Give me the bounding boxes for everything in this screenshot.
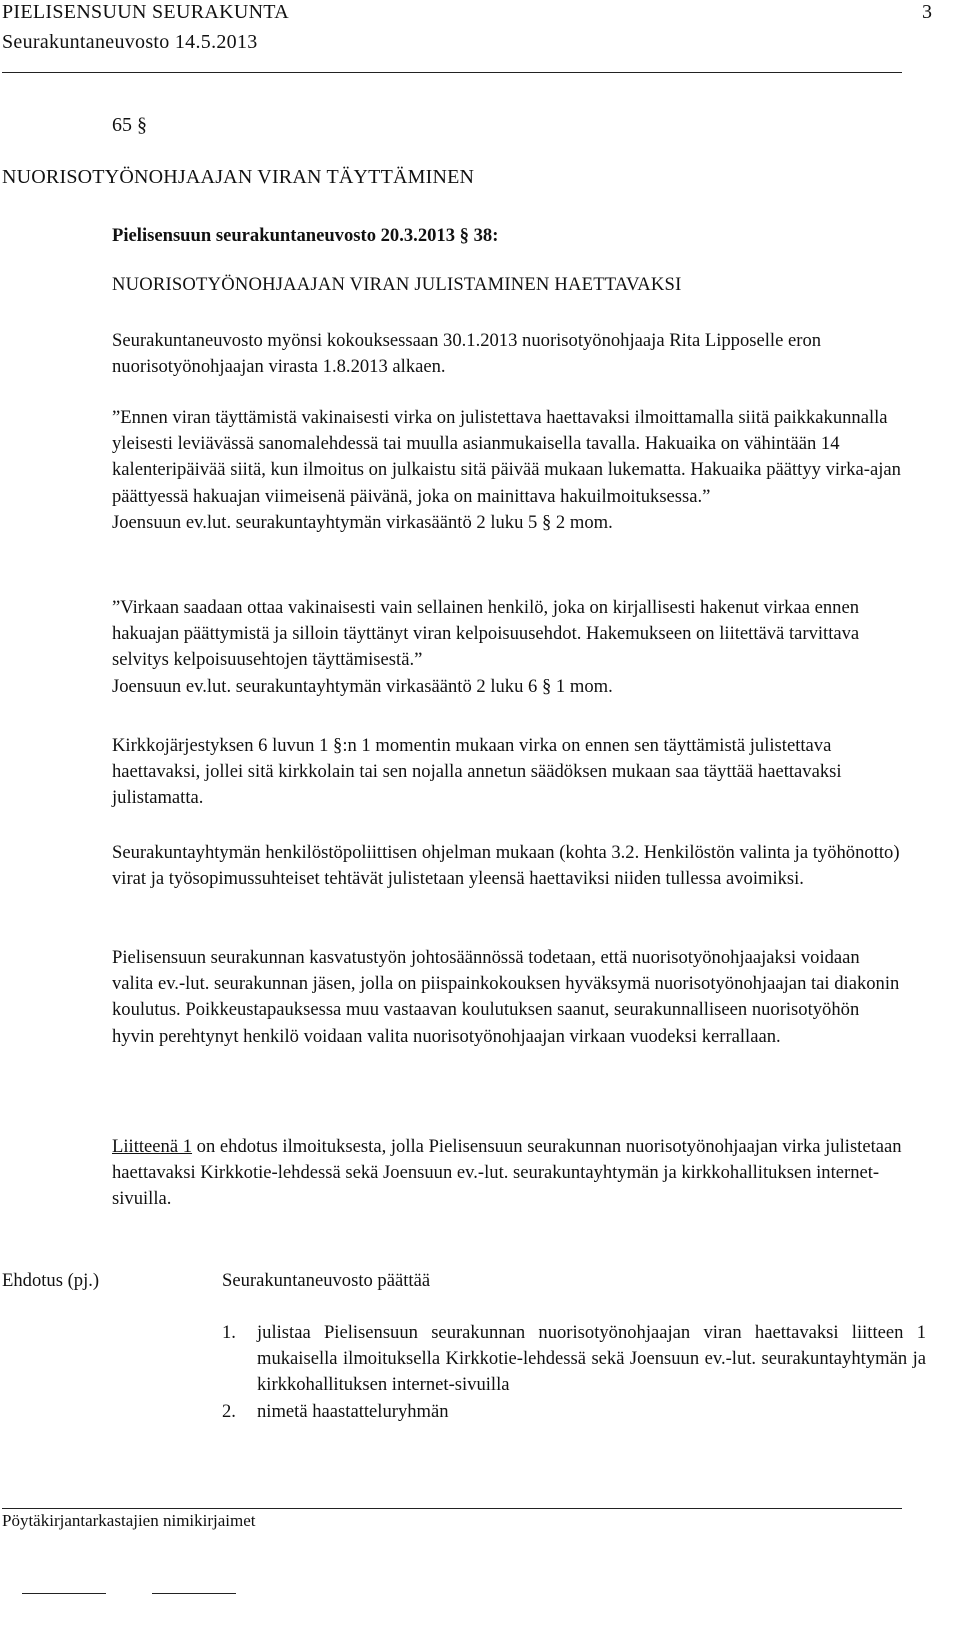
list-item-text: nimetä haastatteluryhmän xyxy=(257,1400,449,1422)
quote-1-text: ”Ennen viran täyttämistä vakinaisesti virka on julistettava haettavaksi ilmoittamalla siitä paikkakunnalla yleisesti leviävässä sanomalehdessä tai muulla asianmukaisella tavalla. Hakuaika on vähintään 14 kalenteripäivää siitä, kun ilmoitus on julkaistu sitä päivää mukaan lukematta. Hakuaika päättyy virka-ajan päättyessä hakuajan viimeisenä päivänä, joka on mainittava hakuilmoituksessa.” xyxy=(112,407,901,507)
previous-decision-heading: NUORISOTYÖNOHJAAJAN VIRAN JULISTAMINEN HAETTAVAKSI xyxy=(112,274,682,295)
list-item-number: 2. xyxy=(222,1400,236,1422)
church-order-paragraph xyxy=(112,733,902,812)
section-number: 65 § xyxy=(112,114,147,136)
previous-decision-reference: Pielisensuun seurakuntaneuvosto 20.3.2013 § 38: xyxy=(112,225,499,246)
footer-signature-label: Pöytäkirjantarkastajien nimikirjaimet xyxy=(2,1511,256,1530)
quote-2-text: ”Virkaan saadaan ottaa vakinaisesti vain sellainen henkilö, joka on kirjallisesti hakenut virkaa ennen hakuajan päättymistä ja silloin täyttänyt viran kelpoisuusehdot. Hakemukseen on liitettävä tarvittava selvitys kelpoisuusehtojen täyttämisestä.” xyxy=(112,597,860,671)
page-number: 3 xyxy=(922,1,932,23)
proposal-label: Ehdotus (pj.) xyxy=(2,1270,100,1291)
initials-line-1 xyxy=(22,1593,106,1594)
intro-paragraph xyxy=(112,328,902,380)
list-item xyxy=(222,1399,926,1425)
header-divider xyxy=(2,72,902,73)
document-header-title: PIELISENSUUN SEURAKUNTA xyxy=(2,1,289,23)
quote-1-source: Joensuun ev.lut. seurakuntayhtymän virkasääntö 2 luku 5 § 2 mom. xyxy=(112,511,613,533)
attachment-link[interactable]: Liitteenä 1 xyxy=(112,1136,193,1157)
section-heading: NUORISOTYÖNOHJAAJAN VIRAN TÄYTTÄMINEN xyxy=(2,166,475,188)
attachment-description: on ehdotus ilmoituksesta, jolla Pielisensuun seurakunnan nuorisotyönohjaajan virka julistetaan haettavaksi Kirkkotie-lehdessä sekä Joensuun ev.-lut. seurakuntayhtymän ja kirkkohallituksen internet-sivuilla. xyxy=(112,1136,902,1210)
attachment-text xyxy=(112,1134,902,1213)
list-item-text: julistaa Pielisensuun seurakunnan nuorisotyönohjaajan viran haettavaksi liitteen 1 mukaisella ilmoituksella Kirkkotie-lehdessä sekä Joensuun ev.-lut. seurakuntayhtymän ja kirkkohallituksen internet-sivuilla xyxy=(257,1322,926,1396)
document-header-subtitle: Seurakuntaneuvosto 14.5.2013 xyxy=(2,31,258,53)
quote-paragraph-1 xyxy=(112,405,902,536)
footer-divider xyxy=(2,1508,902,1509)
church-order-text: Kirkkojärjestyksen 6 luvun 1 §:n 1 momentin mukaan virka on ennen sen täyttämistä julistettava haettavaksi, jollei sitä kirkkolain tai sen nojalla annetun säädöksen mukaan saa täyttää haettavaksi julistamatta. xyxy=(112,735,842,809)
quote-paragraph-2 xyxy=(112,595,902,700)
personnel-policy-text: Seurakuntayhtymän henkilöstöpoliittisen ohjelman mukaan (kohta 3.2. Henkilöstön valinta ja työhönotto) virat ja työsopimussuhteiset tehtävät julistetaan yleensä haettaviksi niiden tullessa avoimiksi. xyxy=(112,842,900,890)
intro-text: Seurakuntaneuvosto myönsi kokouksessaan 30.1.2013 nuorisotyönohjaaja Rita Lipposelle eron nuorisotyönohjaajan virasta 1.8.2013 alkaen. xyxy=(112,330,822,378)
education-rules-paragraph xyxy=(112,945,902,1050)
list-item-number: 1. xyxy=(222,1322,236,1343)
personnel-policy-paragraph xyxy=(112,840,902,892)
education-rules-text: Pielisensuun seurakunnan kasvatustyön johtosäännössä todetaan, että nuorisotyönohjaajaksi voidaan valita ev.-lut. seurakunnan jäsen, jolla on piispainkokouksen hyväksymä nuorisotyönohjaajan tai diakonin koulutus. Poikkeustapauksessa muu vastaavan koulutuksen saanut, seurakunnalliseen nuorisotyöhön hyvin perehtynyt henkilö voidaan valita nuorisotyönohjaajan virkaan vuodeksi kerrallaan. xyxy=(112,947,900,1047)
list-item xyxy=(222,1320,926,1399)
proposal-list xyxy=(222,1320,926,1425)
quote-2-source: Joensuun ev.lut. seurakuntayhtymän virkasääntö 2 luku 6 § 1 mom. xyxy=(112,675,613,697)
attachment-paragraph xyxy=(112,1134,902,1213)
proposal-title: Seurakuntaneuvosto päättää xyxy=(222,1270,431,1291)
initials-line-2 xyxy=(152,1593,236,1594)
